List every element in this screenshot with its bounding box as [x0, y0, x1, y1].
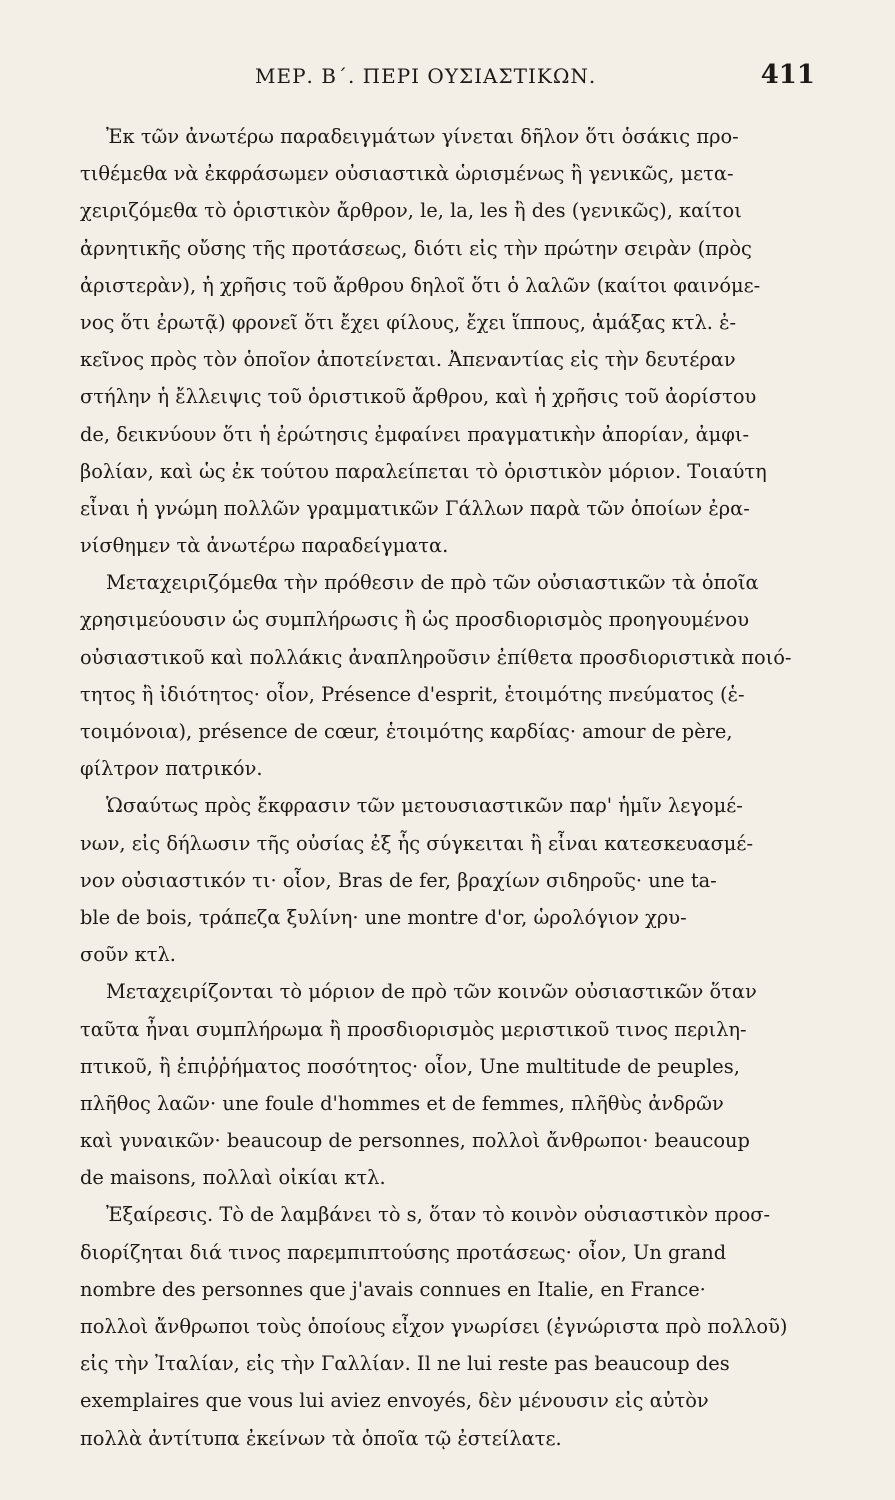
text-line: χρησιμεύουσιν ὡς συμπλήρωσις ἢ ὡς προσδιορισμὸς προηγουμένου — [80, 608, 750, 632]
text-line: νον οὐσιαστικόν τι· οἷον, Bras de fer, βραχίων σιδηροῦς· une ta- — [80, 868, 717, 892]
text-line: καὶ γυναικῶν· beaucoup de personnes, πολλοὶ ἄνθρωποι· beaucoup — [80, 1129, 750, 1153]
header-title: ΜΕΡ. Β΄. ΠΕΡΙ ΟΥΣΙΑΣΤΙΚΩΝ. — [255, 64, 597, 88]
text-line: βολίαν, καὶ ὡς ἐκ τούτου παραλείπεται τὸ ὁριστικὸν μόριον. Τοιαύτη — [80, 459, 767, 483]
text-line: νίσθημεν τὰ ἀνωτέρω παραδείγματα. — [80, 534, 449, 558]
text-line: Ἐκ τῶν ἀνωτέρω παραδειγμάτων γίνεται δῆλον ὅτι ὁσάκις προ- — [106, 125, 739, 148]
text-line: Μεταχειριζόμεθα τὴν πρόθεσιν de πρὸ τῶν οὐσιαστικῶν τὰ ὁποῖα — [106, 571, 759, 595]
text-line: ἀριστερὰν), ἡ χρῆσις τοῦ ἄρθρου δηλοῖ ὅτι ὁ λαλῶν (καίτοι φαινόμε- — [80, 273, 761, 297]
body-text — [80, 118, 798, 1457]
text-line: πολλὰ ἀντίτυπα ἐκείνων τὰ ὁποῖα τῷ ἐστείλατε. — [80, 1426, 562, 1450]
text-line: στήλην ἡ ἔλλειψις τοῦ ὁριστικοῦ ἄρθρου, καὶ ἡ χρῆσις τοῦ ἀορίστου — [80, 385, 757, 409]
text-line: τοιμόνοια), présence de cœur, ἑτοιμότης καρδίας· amour de père, — [80, 720, 733, 743]
text-line: οὐσιαστικοῦ καὶ πολλάκις ἀναπληροῦσιν ἐπίθετα προσδιοριστικὰ ποιό- — [80, 645, 792, 669]
text-line: κεῖνος πρὸς τὸν ὁποῖον ἀποτείνεται. Ἀπεναντίας εἰς τὴν δευτέραν — [80, 348, 736, 372]
text-line: διορίζηται διά τινος παρεμπιπτούσης προτάσεως· οἷον, Un grand — [80, 1240, 727, 1264]
page-number: 411 — [760, 60, 815, 90]
text-line: εἰς τὴν Ἰταλίαν, εἰς τὴν Γαλλίαν. Il ne lui reste pas beaucoup des — [80, 1352, 730, 1376]
text-line: Ὡσαύτως πρὸς ἔκφρασιν τῶν μετουσιαστικῶν παρ' ἡμῖν λεγομέ- — [106, 794, 743, 818]
text-line: Μεταχειρίζονται τὸ μόριον de πρὸ τῶν κοινῶν οὐσιαστικῶν ὅταν — [106, 980, 757, 1004]
text-line: nombre des personnes que j'avais connues en Italie, en France· — [80, 1277, 706, 1301]
text-line: πλῆθος λαῶν· une foule d'hommes et de femmes, πλῆθὺς ἀνδρῶν — [80, 1091, 724, 1115]
text-line: τιθέμεθα νὰ ἐκφράσωμεν οὐσιαστικὰ ὡρισμένως ἢ γενικῶς, μετα- — [80, 162, 734, 186]
text-line: νος ὅτι ἐρωτᾷ) φρονεῖ ὅτι ἔχει φίλους, ἔχει ἵππους, ἁμάξας κτλ. ἐ- — [80, 310, 737, 334]
text-line: χειριζόμεθα τὸ ὁριστικὸν ἄρθρον, le, la, les ἢ des (γενικῶς), καίτοι — [80, 199, 742, 223]
text-line: πτικοῦ, ἢ ἐπιῤῥήματος ποσότητος· οἷον, Une multitude de peuples, — [80, 1054, 740, 1078]
text-line: Ἐξαίρεσις. Τὸ de λαμβάνει τὸ s, ὅταν τὸ κοινὸν οὐσιαστικὸν προσ- — [106, 1203, 771, 1227]
text-line: ἀρνητικῆς οὔσης τῆς προτάσεως, διότι εἰς τὴν πρώτην σειρὰν (πρὸς — [80, 236, 752, 260]
text-line: εἶναι ἡ γνώμη πολλῶν γραμματικῶν Γάλλων παρὰ τῶν ὁποίων ἐρα- — [80, 496, 750, 520]
text-line: ταῦτα ἦναι συμπλήρωμα ἢ προσδιορισμὸς μεριστικοῦ τινος περιλη- — [80, 1017, 747, 1041]
text-line: τητος ἢ ἰδιότητος· οἷον, Présence d'esprit, ἑτοιμότης πνεύματος (ἑ- — [80, 682, 745, 706]
text-line: exemplaires que vous lui aviez envoyés, δὲν μένουσιν εἰς αὐτὸν — [80, 1389, 709, 1413]
text-line: de, δεικνύουν ὅτι ἡ ἐρώτησις ἐμφαίνει πραγματικὴν ἀπορίαν, ἀμφι- — [80, 422, 749, 446]
text-line: ble de bois, τράπεζα ξυλίνη· une montre d'or, ὡρολόγιον χρυ- — [80, 905, 687, 929]
text-line: de maisons, πολλαὶ οἰκίαι κτλ. — [80, 1166, 386, 1190]
text-line: νων, εἰς δήλωσιν τῆς οὐσίας ἐξ ἧς σύγκειται ἢ εἶναι κατεσκευασμέ- — [80, 831, 754, 855]
text-line: φίλτρον πατρικόν. — [80, 757, 263, 781]
text-line: σοῦν κτλ. — [80, 943, 176, 967]
text-line: πολλοὶ ἄνθρωποι τοὺς ὁποίους εἶχον γνωρίσει (ἐγνώριστα πρὸ πολλοῦ) — [80, 1315, 788, 1338]
running-header — [80, 60, 815, 94]
